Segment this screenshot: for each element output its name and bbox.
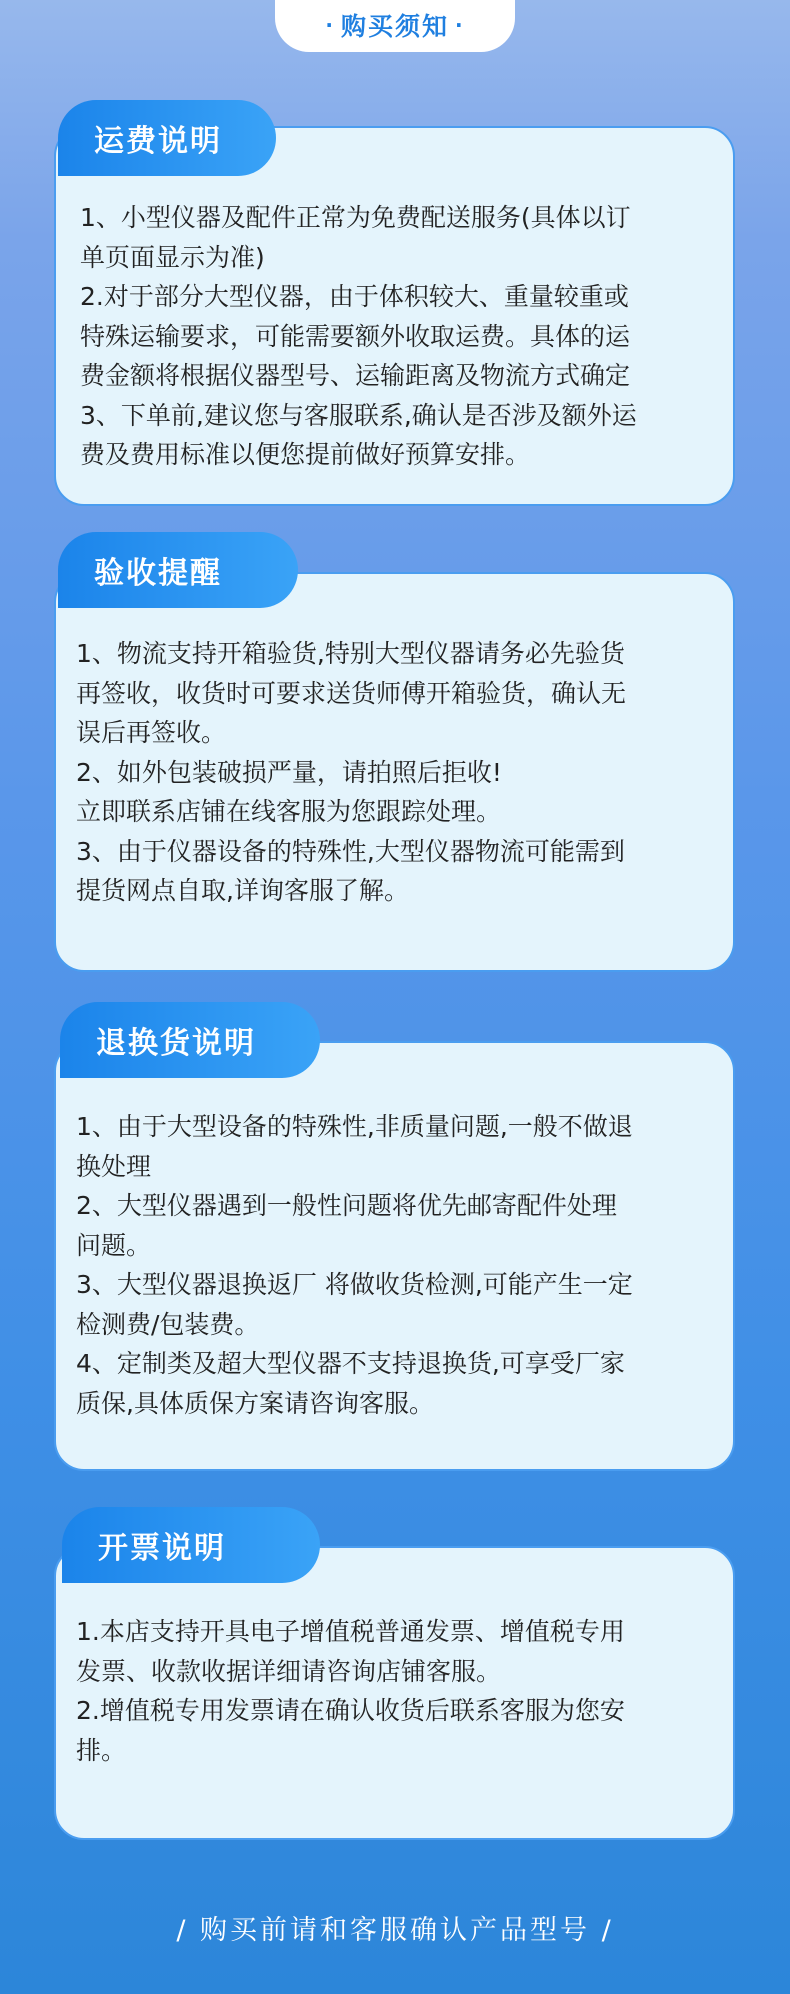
returns-body bbox=[76, 1107, 716, 1423]
inspection-line: 3、由于仪器设备的特殊性,大型仪器物流可能需到 bbox=[76, 836, 625, 866]
invoice-line: 排。 bbox=[76, 1735, 127, 1765]
returns-line: 检测费/包装费。 bbox=[76, 1309, 260, 1339]
invoice-line: 发票、收款收据详细请咨询店铺客服。 bbox=[76, 1656, 502, 1686]
dot-right-icon: · bbox=[455, 13, 465, 37]
shipping-line: 2.对于部分大型仪器，由于体积较大、重量较重或 bbox=[80, 282, 629, 311]
returns-line: 4、定制类及超大型仪器不支持退换货,可享受厂家 bbox=[76, 1349, 625, 1378]
shipping-line: 单页面显示为准) bbox=[80, 242, 265, 272]
invoice-line: 2.增值税专用发票请在确认收货后联系客服为您安 bbox=[76, 1696, 625, 1725]
inspection-line: 再签收，收货时可要求送货师傅开箱验货，确认无 bbox=[76, 678, 627, 708]
page-title: 购买须知 bbox=[340, 12, 449, 41]
shipping-line: 费金额将根据仪器型号、运输距离及物流方式确定 bbox=[80, 361, 631, 390]
page-title-tab bbox=[275, 0, 515, 52]
inspection-heading: 验收提醒 bbox=[58, 532, 298, 608]
shipping-line: 1、小型仪器及配件正常为免费配送服务(具体以订 bbox=[80, 203, 631, 232]
invoice-body bbox=[76, 1612, 716, 1770]
invoice-line: 1.本店支持开具电子增值税普通发票、增值税专用 bbox=[76, 1617, 625, 1646]
returns-line: 质保,具体质保方案请咨询客服。 bbox=[76, 1388, 434, 1418]
inspection-line: 1、物流支持开箱验货,特别大型仪器请务必先验货 bbox=[76, 639, 625, 668]
shipping-line: 费及费用标准以便您提前做好预算安排。 bbox=[80, 440, 531, 469]
returns-line: 问题。 bbox=[76, 1230, 152, 1260]
footer-note: / 购买前请和客服确认产品型号 / bbox=[176, 1915, 614, 1946]
inspection-line: 2、如外包装破损严量，请拍照后拒收! bbox=[76, 757, 502, 787]
returns-heading: 退换货说明 bbox=[60, 1002, 320, 1078]
shipping-heading: 运费说明 bbox=[58, 100, 276, 176]
inspection-body bbox=[76, 634, 716, 911]
dot-left-icon: · bbox=[325, 13, 335, 37]
inspection-line: 误后再签收。 bbox=[76, 718, 227, 747]
invoice-heading: 开票说明 bbox=[62, 1507, 320, 1583]
returns-line: 3、大型仪器退换返厂 将做收货检测,可能产生一定 bbox=[76, 1270, 633, 1299]
shipping-line: 3、下单前,建议您与客服联系,确认是否涉及额外运 bbox=[80, 400, 637, 430]
returns-line: 1、由于大型设备的特殊性,非质量问题,一般不做退 bbox=[76, 1112, 633, 1141]
inspection-line: 立即联系店铺在线客服为您跟踪处理。 bbox=[76, 797, 502, 826]
returns-line: 换处理 bbox=[76, 1151, 152, 1181]
inspection-line: 提货网点自取,详询客服了解。 bbox=[76, 876, 409, 905]
shipping-line: 特殊运输要求，可能需要额外收取运费。具体的运 bbox=[80, 321, 631, 351]
shipping-body bbox=[80, 198, 710, 475]
returns-line: 2、大型仪器遇到一般性问题将优先邮寄配件处理 bbox=[76, 1191, 617, 1220]
